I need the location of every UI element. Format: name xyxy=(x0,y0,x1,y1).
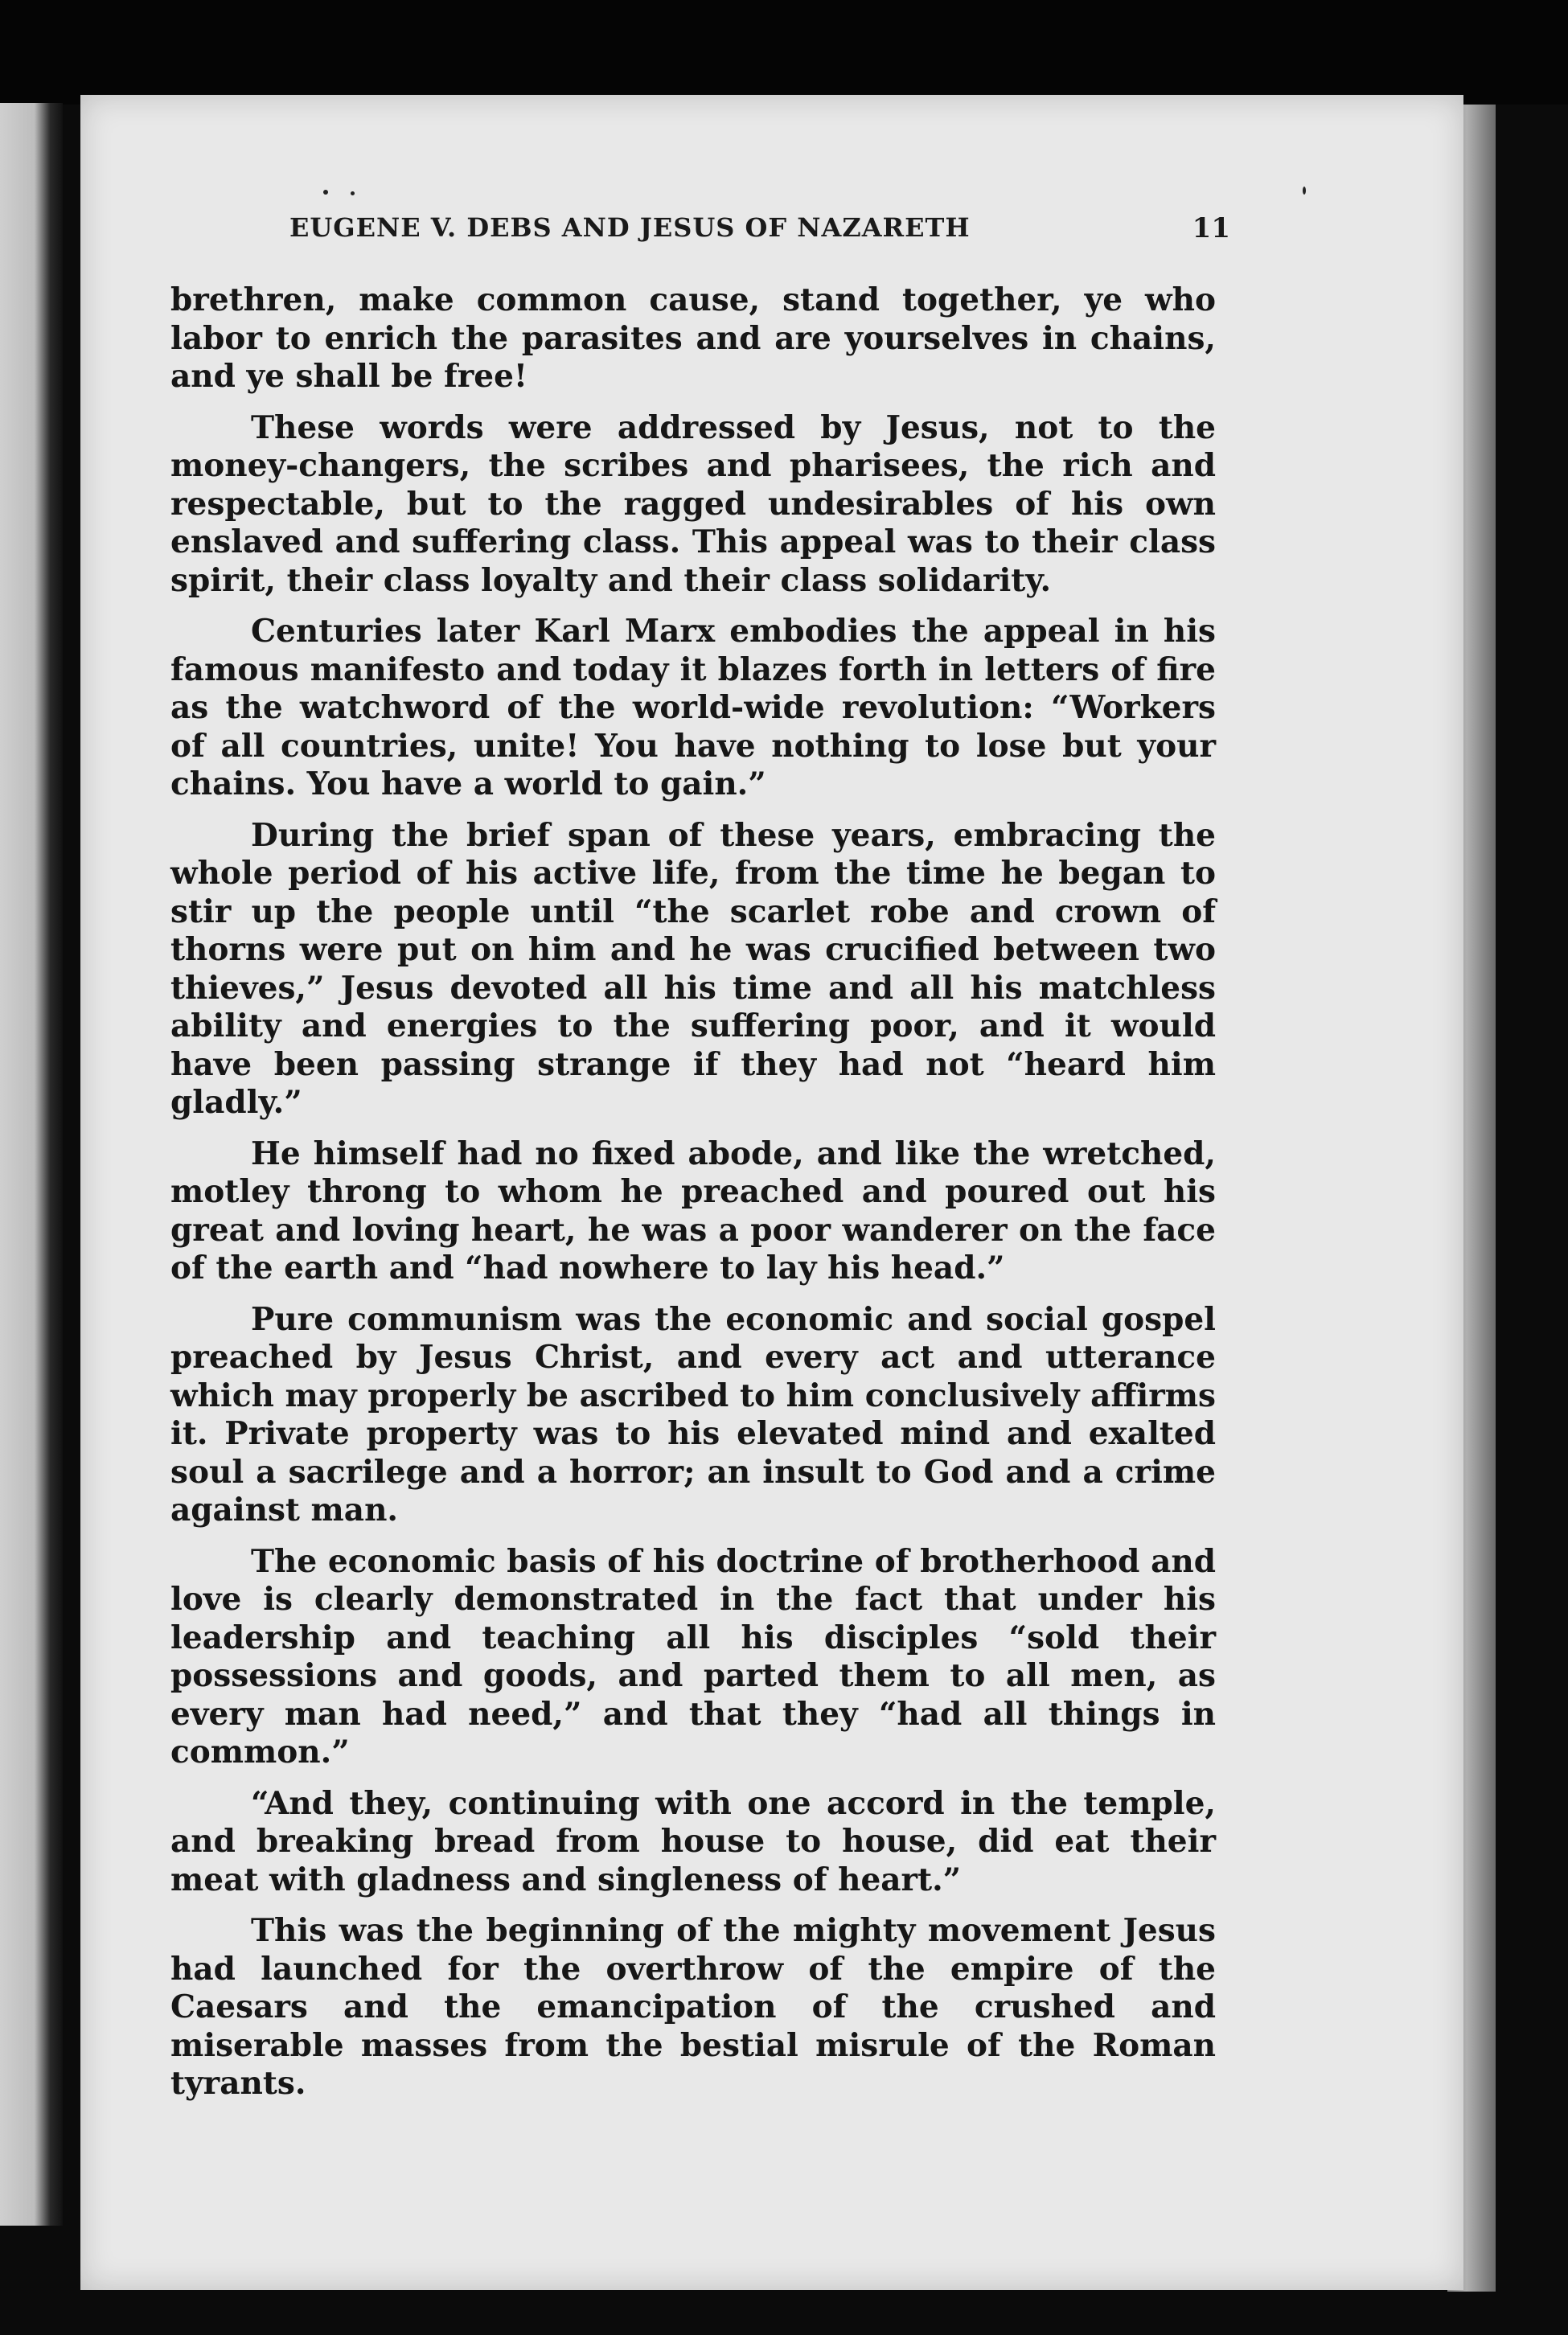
paragraph: He himself had no fixed abode, and like the wretched, motley throng to whom he preached and poured out his great and loving heart, he was a poor wanderer on the face of the earth and “had nowhere to lay his head.” xyxy=(170,1135,1216,1287)
paragraph: These words were addressed by Jesus, not to the money-changers, the scribes and pharisees, the rich and respectable, but to the ragged undesirables of his own enslaved and suffering class. This appeal was to their class spirit, their class loyalty and their class solidarity. xyxy=(170,408,1216,599)
paragraph: “And they, continuing with one accord in the temple, and breaking bread from house to house, did eat their meat with gladness and singleness of heart.” xyxy=(170,1784,1216,1898)
paragraph: The economic basis of his doctrine of brotherhood and love is clearly demonstrated in the fact that under his leadership and teaching all his disciples “sold their possessions and goods, and parted them to all men, as every man had need,” and that they “had all things in common.” xyxy=(170,1542,1216,1771)
page-number: 11 xyxy=(1192,212,1230,244)
paragraph: Pure communism was the economic and social gospel preached by Jesus Christ, and every act and utterance which may properly be ascribed to him conclusively affirms it. Private property was to his elevated mind and exalted soul a sacrilege and a horror; an insult to God and a crime against man. xyxy=(170,1300,1216,1529)
paragraph-text: Centuries later Karl Marx embodies the appeal in his famous manifesto and today it blazes forth in letters of fire as the watchword of the world-wide revolution: xyxy=(170,613,1216,726)
scan-speck xyxy=(1303,187,1306,195)
scan-speck xyxy=(351,191,355,195)
paragraph: brethren, make common cause, stand together, ye who labor to enrich the parasites and are yourselves in chains, and ye shall be free! xyxy=(170,281,1216,395)
scan-speck xyxy=(323,190,328,195)
scan-top-border xyxy=(0,0,1568,105)
paragraph-marx xyxy=(170,613,1216,804)
manifesto-quote: “Workers of all countries, unite! You have nothing to lose but your chains. You have a world to gain.” xyxy=(170,689,1216,802)
paragraph: During the brief span of these years, embracing the whole period of his active life, from the time he began to stir up the people until “the scarlet robe and crown of thorns were put on him and he was crucified between two thieves,” Jesus devoted all his time and all his matchless ability and energies to the suffering poor, and it would have been passing strange if they had not “heard him gladly.” xyxy=(170,816,1216,1121)
facing-page-edge xyxy=(0,103,63,2226)
page-body xyxy=(170,281,1216,2103)
running-title: EUGENE V. DEBS AND JESUS OF NAZARETH xyxy=(289,212,971,243)
paragraph: This was the beginning of the mighty movement Jesus had launched for the overthrow of the empire of the Caesars and the emancipation of the crushed and miserable masses from the bestial misrule of the Roman tyrants. xyxy=(170,1912,1216,2102)
